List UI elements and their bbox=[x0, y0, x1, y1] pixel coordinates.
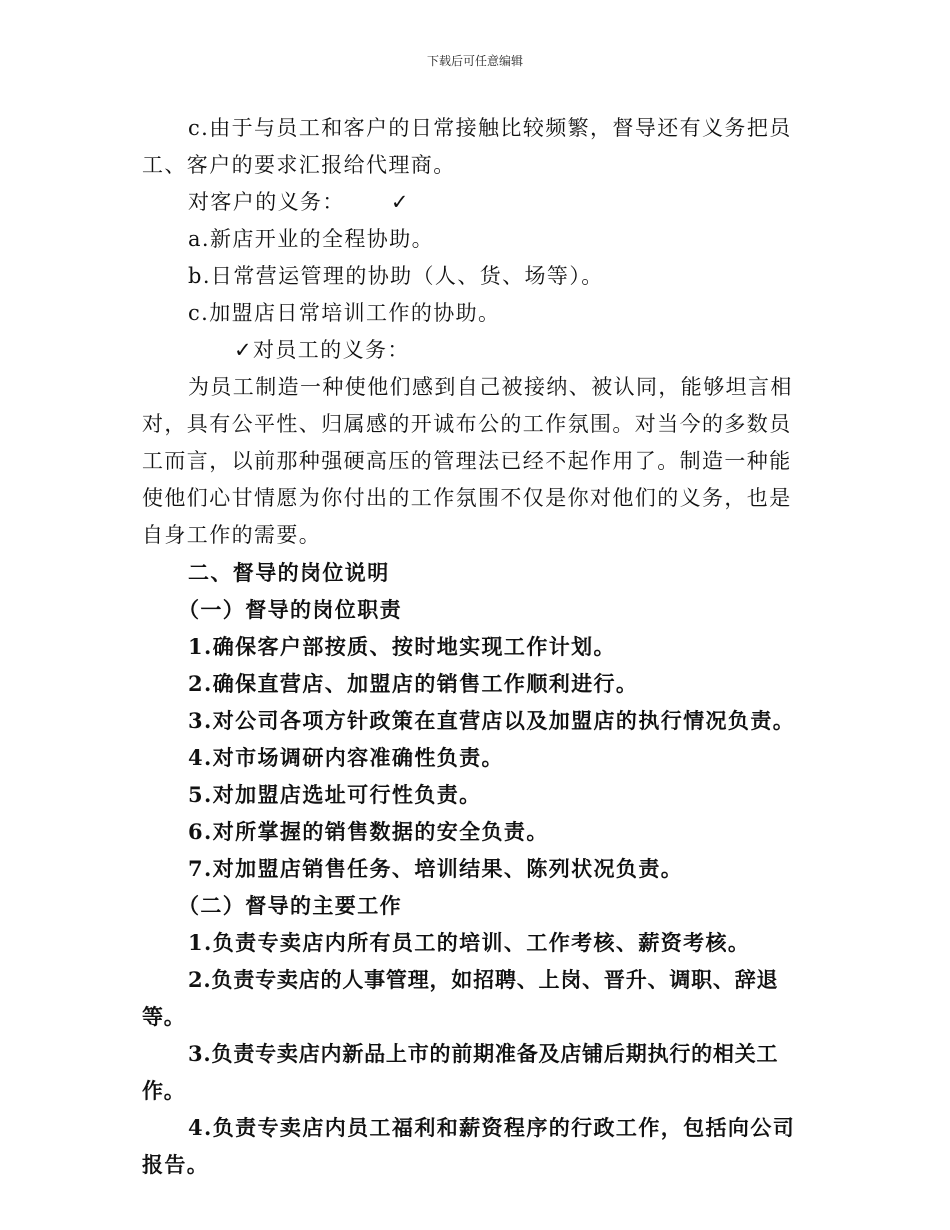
checkmark-icon: ✓ bbox=[390, 190, 410, 214]
duty-item-7: 7.对加盟店销售任务、培训结果、陈列状况负责。 bbox=[188, 856, 684, 881]
staff-duty-heading bbox=[142, 332, 810, 369]
duty-item-2: 2.确保直营店、加盟店的销售工作顺利进行。 bbox=[188, 671, 639, 696]
work-item-1: 1.负责专卖店内所有员工的培训、工作考核、薪资考核。 bbox=[188, 930, 751, 955]
client-duty-a: a.新店开业的全程协助。 bbox=[188, 227, 434, 251]
duty-item-6: 6.对所掌握的销售数据的安全负责。 bbox=[188, 819, 549, 844]
client-duty-title: 对客户的义务： bbox=[188, 190, 345, 214]
staff-duty-title: 对员工的义务： bbox=[253, 338, 410, 362]
staff-duty-paragraph: 为员工制造一种使他们感到自己被接纳、被认同，能够坦言相对，具有公平性、归属感的开诚布公的工作氛围。对当今的多数员工而言，以前那种强硬高压的管理法已经不起作用了。制造一种能使他们心甘情愿为你付出的工作氛围不仅是你对他们的义务，也是自身工作的需要。 bbox=[142, 375, 793, 547]
client-duty-heading bbox=[142, 184, 810, 221]
paragraph-staff-client-report: c.由于与员工和客户的日常接触比较频繁，督导还有义务把员工、客户的要求汇报给代理商。 bbox=[142, 116, 792, 177]
work-item-3: 3.负责专卖店内新品上市的前期准备及店铺后期执行的相关工作。 bbox=[142, 1041, 779, 1103]
duty-item-1: 1.确保客户部按质、按时地实现工作计划。 bbox=[188, 634, 616, 659]
subsection-2-title: （二）督导的主要工作 bbox=[178, 893, 402, 918]
duty-item-5: 5.对加盟店选址可行性负责。 bbox=[188, 782, 482, 807]
client-duty-b: b.日常营运管理的协助（人、货、场等）。 bbox=[188, 264, 604, 288]
duty-item-4: 4.对市场调研内容准确性负责。 bbox=[188, 745, 504, 770]
page-header-note: 下载后可任意编辑 bbox=[426, 54, 523, 68]
work-item-2: 2.负责专卖店的人事管理，如招聘、上岗、晋升、调职、辞退等。 bbox=[142, 967, 779, 1029]
client-duty-c: c.加盟店日常培训工作的协助。 bbox=[188, 301, 501, 325]
section-2-title: 二、督导的岗位说明 bbox=[188, 560, 390, 585]
document-body bbox=[142, 110, 810, 1183]
duty-item-3: 3.对公司各项方针政策在直营店以及加盟店的执行情况负责。 bbox=[188, 708, 796, 733]
checkmark-icon: ✓ bbox=[234, 338, 253, 362]
subsection-1-title: （一）督导的岗位职责 bbox=[178, 597, 402, 622]
work-item-4: 4.负责专卖店内员工福利和薪资程序的行政工作，包括向公司报告。 bbox=[142, 1115, 796, 1177]
